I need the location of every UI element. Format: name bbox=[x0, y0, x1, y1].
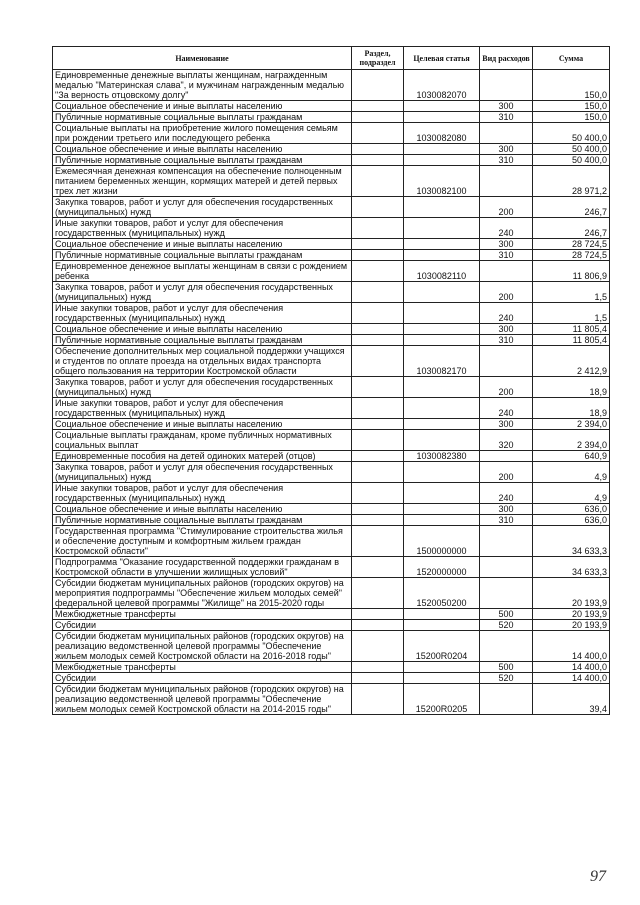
row-expense-type: 310 bbox=[480, 515, 533, 526]
row-expense-type bbox=[480, 261, 533, 282]
row-article: 1030082080 bbox=[404, 123, 480, 144]
table-row bbox=[53, 557, 610, 578]
row-sum: 150,0 bbox=[533, 101, 610, 112]
row-sum: 150,0 bbox=[533, 112, 610, 123]
row-article bbox=[404, 662, 480, 673]
row-section bbox=[352, 250, 404, 261]
row-expense-type: 300 bbox=[480, 101, 533, 112]
row-section bbox=[352, 609, 404, 620]
row-sum: 18,9 bbox=[533, 398, 610, 419]
row-article bbox=[404, 609, 480, 620]
row-section bbox=[352, 620, 404, 631]
row-article bbox=[404, 218, 480, 239]
row-article: 1520050200 bbox=[404, 578, 480, 609]
table-row bbox=[53, 515, 610, 526]
row-expense-type: 300 bbox=[480, 324, 533, 335]
row-expense-type bbox=[480, 557, 533, 578]
header-sum: Сумма bbox=[533, 47, 610, 70]
row-article: 15200R0205 bbox=[404, 684, 480, 715]
row-article bbox=[404, 239, 480, 250]
row-article bbox=[404, 282, 480, 303]
row-section bbox=[352, 197, 404, 218]
row-name: Субсидии бюджетам муниципальных районов (городских округов) на мероприятия подпрограммы "Обеспечение жильем молодых семей" федеральной целевой программы "Жилище" на 2015-2020 годы bbox=[53, 578, 352, 609]
row-article bbox=[404, 620, 480, 631]
row-sum: 2 394,0 bbox=[533, 419, 610, 430]
row-sum: 50 400,0 bbox=[533, 155, 610, 166]
row-expense-type: 240 bbox=[480, 218, 533, 239]
row-name: Иные закупки товаров, работ и услуг для обеспечения государственных (муниципальных) нужд bbox=[53, 483, 352, 504]
row-expense-type: 240 bbox=[480, 303, 533, 324]
row-sum: 640,9 bbox=[533, 451, 610, 462]
row-section bbox=[352, 101, 404, 112]
header-article: Целевая статья bbox=[404, 47, 480, 70]
row-name: Субсидии bbox=[53, 673, 352, 684]
row-sum: 50 400,0 bbox=[533, 144, 610, 155]
row-expense-type bbox=[480, 631, 533, 662]
row-expense-type: 200 bbox=[480, 197, 533, 218]
row-sum: 20 193,9 bbox=[533, 620, 610, 631]
row-section bbox=[352, 335, 404, 346]
table-row bbox=[53, 398, 610, 419]
row-expense-type: 240 bbox=[480, 483, 533, 504]
row-section bbox=[352, 557, 404, 578]
row-sum: 39,4 bbox=[533, 684, 610, 715]
row-expense-type: 300 bbox=[480, 504, 533, 515]
row-section bbox=[352, 112, 404, 123]
row-section bbox=[352, 144, 404, 155]
row-expense-type: 300 bbox=[480, 419, 533, 430]
table-row bbox=[53, 346, 610, 377]
row-section bbox=[352, 483, 404, 504]
row-expense-type bbox=[480, 451, 533, 462]
row-article bbox=[404, 504, 480, 515]
row-name: Обеспечение дополнительных мер социальной поддержки учащихся и студентов по оплате проезда на отдельных видах транспорта общего пользования на территории Костромской области bbox=[53, 346, 352, 377]
table-row bbox=[53, 451, 610, 462]
table-header-row bbox=[53, 47, 610, 70]
row-article bbox=[404, 155, 480, 166]
row-expense-type: 200 bbox=[480, 377, 533, 398]
row-sum: 14 400,0 bbox=[533, 673, 610, 684]
row-expense-type: 300 bbox=[480, 144, 533, 155]
row-section bbox=[352, 155, 404, 166]
row-article: 1030082110 bbox=[404, 261, 480, 282]
row-name: Социальные выплаты гражданам, кроме публичных нормативных социальных выплат bbox=[53, 430, 352, 451]
row-section bbox=[352, 239, 404, 250]
row-sum: 28 971,2 bbox=[533, 166, 610, 197]
row-section bbox=[352, 346, 404, 377]
row-article bbox=[404, 398, 480, 419]
row-section bbox=[352, 261, 404, 282]
table-body bbox=[53, 70, 610, 715]
row-article: 1030082100 bbox=[404, 166, 480, 197]
row-expense-type: 300 bbox=[480, 239, 533, 250]
row-sum: 4,9 bbox=[533, 462, 610, 483]
row-sum: 50 400,0 bbox=[533, 123, 610, 144]
row-expense-type: 500 bbox=[480, 662, 533, 673]
table-row bbox=[53, 620, 610, 631]
row-article bbox=[404, 430, 480, 451]
row-article bbox=[404, 419, 480, 430]
row-sum: 14 400,0 bbox=[533, 631, 610, 662]
table-row bbox=[53, 419, 610, 430]
row-article bbox=[404, 515, 480, 526]
row-sum: 28 724,5 bbox=[533, 239, 610, 250]
table-row bbox=[53, 239, 610, 250]
row-name: Публичные нормативные социальные выплаты гражданам bbox=[53, 250, 352, 261]
table-row bbox=[53, 70, 610, 101]
row-section bbox=[352, 377, 404, 398]
row-article bbox=[404, 673, 480, 684]
row-name: Межбюджетные трансферты bbox=[53, 662, 352, 673]
row-section bbox=[352, 451, 404, 462]
row-name: Государственная программа "Стимулирование строительства жилья и обеспечение доступным и комфортным жильем граждан Костромской области" bbox=[53, 526, 352, 557]
row-expense-type: 310 bbox=[480, 112, 533, 123]
row-name: Единовременное денежное выплаты женщинам в связи с рождением ребенка bbox=[53, 261, 352, 282]
row-section bbox=[352, 398, 404, 419]
row-name: Социальное обеспечение и иные выплаты населению bbox=[53, 144, 352, 155]
row-sum: 18,9 bbox=[533, 377, 610, 398]
row-expense-type bbox=[480, 346, 533, 377]
row-expense-type: 200 bbox=[480, 462, 533, 483]
row-section bbox=[352, 515, 404, 526]
row-name: Закупка товаров, работ и услуг для обеспечения государственных (муниципальных) нужд bbox=[53, 462, 352, 483]
row-expense-type: 310 bbox=[480, 250, 533, 261]
table-row bbox=[53, 377, 610, 398]
row-section bbox=[352, 70, 404, 101]
row-article bbox=[404, 101, 480, 112]
row-name: Иные закупки товаров, работ и услуг для обеспечения государственных (муниципальных) нужд bbox=[53, 303, 352, 324]
row-section bbox=[352, 166, 404, 197]
row-section bbox=[352, 684, 404, 715]
row-sum: 11 805,4 bbox=[533, 324, 610, 335]
row-name: Иные закупки товаров, работ и услуг для обеспечения государственных (муниципальных) нужд bbox=[53, 218, 352, 239]
row-sum: 11 806,9 bbox=[533, 261, 610, 282]
row-sum: 28 724,5 bbox=[533, 250, 610, 261]
row-expense-type: 310 bbox=[480, 155, 533, 166]
row-sum: 11 805,4 bbox=[533, 335, 610, 346]
row-expense-type bbox=[480, 578, 533, 609]
row-sum: 2 412,9 bbox=[533, 346, 610, 377]
row-expense-type bbox=[480, 166, 533, 197]
row-expense-type bbox=[480, 684, 533, 715]
row-section bbox=[352, 123, 404, 144]
row-sum: 20 193,9 bbox=[533, 609, 610, 620]
row-expense-type bbox=[480, 526, 533, 557]
row-name: Ежемесячная денежная компенсация на обеспечение полноценным питанием беременных женщин, кормящих матерей и детей первых трех лет жизни bbox=[53, 166, 352, 197]
row-article bbox=[404, 483, 480, 504]
row-section bbox=[352, 303, 404, 324]
row-name: Единовременные денежные выплаты женщинам, награжденным медалью "Материнская слава", и мужчинам награжденным медалью "За верность отцовскому долгу" bbox=[53, 70, 352, 101]
row-name: Публичные нормативные социальные выплаты гражданам bbox=[53, 335, 352, 346]
table-row bbox=[53, 684, 610, 715]
header-name: Наименование bbox=[53, 47, 352, 70]
table-row bbox=[53, 261, 610, 282]
table-row bbox=[53, 324, 610, 335]
row-name: Публичные нормативные социальные выплаты гражданам bbox=[53, 155, 352, 166]
table-row bbox=[53, 335, 610, 346]
row-sum: 246,7 bbox=[533, 218, 610, 239]
row-sum: 34 633,3 bbox=[533, 557, 610, 578]
row-section bbox=[352, 282, 404, 303]
row-name: Закупка товаров, работ и услуг для обеспечения государственных (муниципальных) нужд bbox=[53, 377, 352, 398]
row-name: Закупка товаров, работ и услуг для обеспечения государственных (муниципальных) нужд bbox=[53, 282, 352, 303]
row-name: Социальное обеспечение и иные выплаты населению bbox=[53, 504, 352, 515]
row-section bbox=[352, 419, 404, 430]
row-section bbox=[352, 462, 404, 483]
row-section bbox=[352, 662, 404, 673]
budget-table bbox=[52, 46, 610, 715]
row-section bbox=[352, 218, 404, 239]
row-expense-type: 520 bbox=[480, 673, 533, 684]
row-name: Подпрограмма "Оказание государственной поддержки гражданам в Костромской области в улучшении жилищных условий" bbox=[53, 557, 352, 578]
row-section bbox=[352, 504, 404, 515]
row-article: 15200R0204 bbox=[404, 631, 480, 662]
header-section: Раздел, подраздел bbox=[352, 47, 404, 70]
row-expense-type bbox=[480, 123, 533, 144]
table-row bbox=[53, 578, 610, 609]
table-row bbox=[53, 504, 610, 515]
table-row bbox=[53, 123, 610, 144]
row-article: 1500000000 bbox=[404, 526, 480, 557]
table-row bbox=[53, 101, 610, 112]
row-article: 1520000000 bbox=[404, 557, 480, 578]
row-sum: 2 394,0 bbox=[533, 430, 610, 451]
table-row bbox=[53, 526, 610, 557]
row-name: Социальное обеспечение и иные выплаты населению bbox=[53, 101, 352, 112]
row-article bbox=[404, 462, 480, 483]
table-row bbox=[53, 112, 610, 123]
row-expense-type: 240 bbox=[480, 398, 533, 419]
table-row bbox=[53, 631, 610, 662]
row-sum: 34 633,3 bbox=[533, 526, 610, 557]
row-expense-type bbox=[480, 70, 533, 101]
row-name: Социальное обеспечение и иные выплаты населению bbox=[53, 239, 352, 250]
row-sum: 636,0 bbox=[533, 515, 610, 526]
row-article bbox=[404, 335, 480, 346]
row-sum: 636,0 bbox=[533, 504, 610, 515]
row-sum: 4,9 bbox=[533, 483, 610, 504]
table-row bbox=[53, 303, 610, 324]
table-row bbox=[53, 282, 610, 303]
row-article bbox=[404, 197, 480, 218]
page-number: 97 bbox=[590, 868, 606, 885]
table-row bbox=[53, 218, 610, 239]
table-row bbox=[53, 483, 610, 504]
row-article bbox=[404, 112, 480, 123]
row-article bbox=[404, 303, 480, 324]
table-row bbox=[53, 430, 610, 451]
row-article bbox=[404, 144, 480, 155]
row-expense-type: 320 bbox=[480, 430, 533, 451]
row-article bbox=[404, 377, 480, 398]
table-row bbox=[53, 197, 610, 218]
row-section bbox=[352, 673, 404, 684]
row-name: Публичные нормативные социальные выплаты гражданам bbox=[53, 515, 352, 526]
row-article bbox=[404, 250, 480, 261]
row-name: Социальное обеспечение и иные выплаты населению bbox=[53, 419, 352, 430]
row-name: Субсидии бюджетам муниципальных районов (городских округов) на реализацию ведомственной целевой программы "Обеспечение жильем молодых семей Костромской области на 2014-2015 годы" bbox=[53, 684, 352, 715]
row-article: 1030082380 bbox=[404, 451, 480, 462]
row-name: Межбюджетные трансферты bbox=[53, 609, 352, 620]
table-row bbox=[53, 166, 610, 197]
row-name: Субсидии bbox=[53, 620, 352, 631]
row-article bbox=[404, 324, 480, 335]
table-row bbox=[53, 609, 610, 620]
row-sum: 14 400,0 bbox=[533, 662, 610, 673]
table-row bbox=[53, 250, 610, 261]
row-sum: 246,7 bbox=[533, 197, 610, 218]
table-row bbox=[53, 155, 610, 166]
header-expense-type: Вид расходов bbox=[480, 47, 533, 70]
row-name: Социальное обеспечение и иные выплаты населению bbox=[53, 324, 352, 335]
table-row bbox=[53, 144, 610, 155]
table-row bbox=[53, 462, 610, 483]
row-name: Социальные выплаты на приобретение жилого помещения семьям при рождении третьего или последующего ребенка bbox=[53, 123, 352, 144]
row-name: Субсидии бюджетам муниципальных районов (городских округов) на реализацию ведомственной целевой программы "Обеспечение жильем молодых семей Костромской области на 2016-2018 годы" bbox=[53, 631, 352, 662]
row-article: 1030082170 bbox=[404, 346, 480, 377]
row-section bbox=[352, 631, 404, 662]
table-row bbox=[53, 662, 610, 673]
row-section bbox=[352, 324, 404, 335]
row-section bbox=[352, 578, 404, 609]
row-article: 1030082070 bbox=[404, 70, 480, 101]
row-sum: 1,5 bbox=[533, 282, 610, 303]
row-name: Закупка товаров, работ и услуг для обеспечения государственных (муниципальных) нужд bbox=[53, 197, 352, 218]
row-expense-type: 500 bbox=[480, 609, 533, 620]
row-sum: 20 193,9 bbox=[533, 578, 610, 609]
row-expense-type: 520 bbox=[480, 620, 533, 631]
row-expense-type: 200 bbox=[480, 282, 533, 303]
row-section bbox=[352, 526, 404, 557]
table-row bbox=[53, 673, 610, 684]
row-sum: 150,0 bbox=[533, 70, 610, 101]
row-expense-type: 310 bbox=[480, 335, 533, 346]
row-section bbox=[352, 430, 404, 451]
row-name: Иные закупки товаров, работ и услуг для обеспечения государственных (муниципальных) нужд bbox=[53, 398, 352, 419]
row-name: Единовременные пособия на детей одиноких матерей (отцов) bbox=[53, 451, 352, 462]
row-sum: 1,5 bbox=[533, 303, 610, 324]
row-name: Публичные нормативные социальные выплаты гражданам bbox=[53, 112, 352, 123]
